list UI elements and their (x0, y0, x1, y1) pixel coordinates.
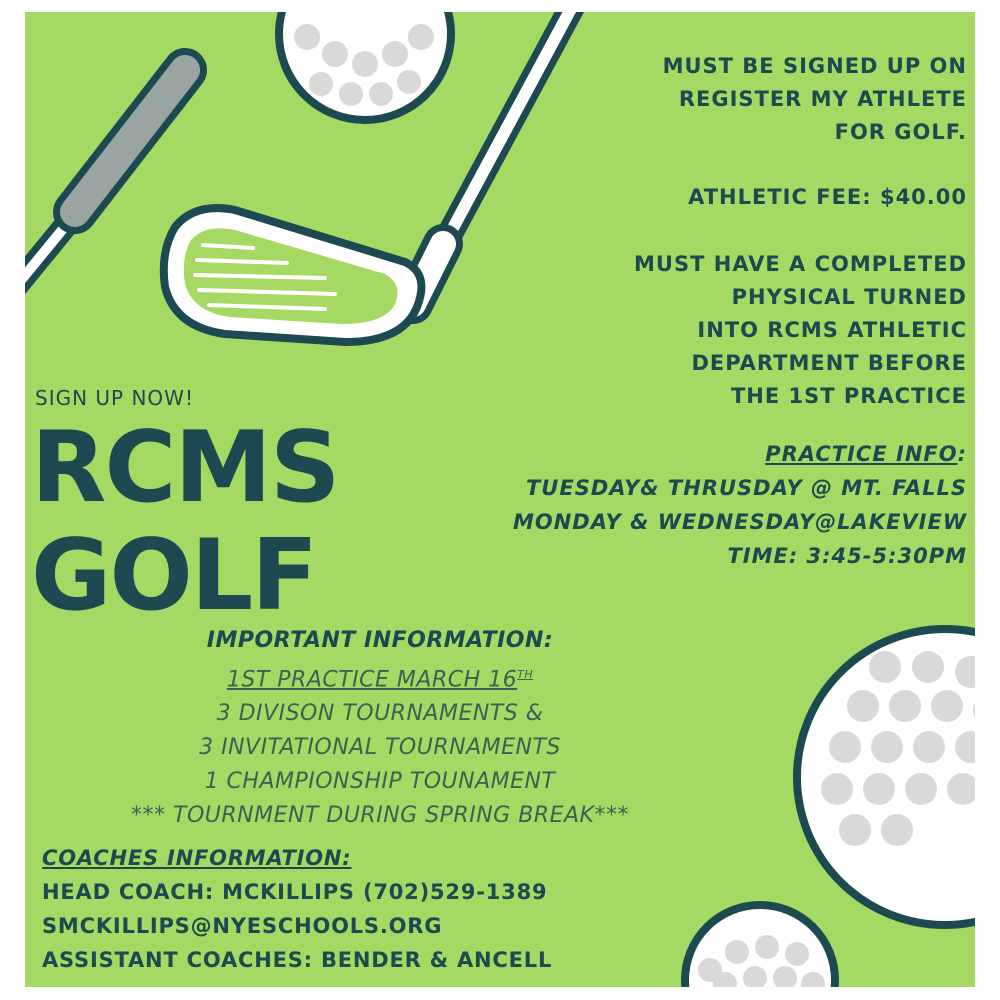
athletic-fee: ATHLETIC FEE: $40.00 (688, 185, 967, 209)
practice-heading-text: PRACTICE INFO (765, 442, 958, 466)
important-information (90, 624, 670, 833)
important-item-4: *** TOURNMENT DURING SPRING BREAK*** (131, 803, 629, 829)
golf-ball-small-icon (685, 905, 835, 987)
registration-info (663, 50, 967, 149)
physical-line-4: DEPARTMENT BEFORE (691, 351, 967, 375)
important-item-3: 1 CHAMPIONSHIP TOUNAMENT (204, 769, 556, 795)
page-title (31, 411, 339, 633)
head-coach: HEAD COACH: MCKILLIPS (702)529-1389 (42, 880, 548, 904)
important-item-1: 3 DIVISON TOURNAMENTS & (216, 701, 544, 727)
coaches-information (42, 841, 552, 977)
first-practice (90, 658, 670, 697)
coach-email: SMCKILLIPS@NYESCHOOLS.ORG (42, 914, 443, 938)
important-heading: IMPORTANT INFORMATION: (206, 628, 554, 653)
title-line-2: GOLF (31, 519, 317, 633)
registration-line-2: REGISTER MY ATHLETE (678, 87, 967, 111)
assistant-coaches: ASSISTANT COACHES: BENDER & ANCELL (42, 948, 553, 972)
physical-line-3: INTO RCMS ATHLETIC (697, 318, 967, 342)
important-item-2: 3 INVITATIONAL TOURNAMENTS (199, 735, 561, 761)
practice-line-2: MONDAY & WEDNESDAY@LAKEVIEW (512, 510, 967, 534)
poster (25, 12, 975, 987)
coaches-heading: COACHES INFORMATION: (42, 846, 352, 870)
practice-info (513, 437, 967, 573)
registration-line-3: FOR GOLF. (834, 120, 967, 144)
title-line-1: RCMS (31, 411, 339, 525)
sign-up-now: SIGN UP NOW! (35, 386, 194, 410)
practice-heading-colon: : (957, 442, 967, 466)
registration-line-1: MUST BE SIGNED UP ON (662, 54, 967, 78)
golf-ball-bottom-icon (797, 629, 975, 925)
first-practice-date: 1ST PRACTICE MARCH 16 (226, 667, 518, 693)
physical-line-5: THE 1ST PRACTICE (730, 384, 967, 408)
practice-time: TIME: 3:45-5:30PM (727, 544, 967, 568)
practice-line-1: TUESDAY& THRUSDAY @ MT. FALLS (525, 476, 967, 500)
physical-requirement (634, 248, 967, 413)
first-practice-suffix: TH (517, 668, 534, 681)
physical-line-1: MUST HAVE A COMPLETED (634, 252, 967, 276)
physical-line-2: PHYSICAL TURNED (731, 285, 967, 309)
golf-ball-top-icon (279, 12, 451, 120)
practice-heading (513, 437, 967, 471)
